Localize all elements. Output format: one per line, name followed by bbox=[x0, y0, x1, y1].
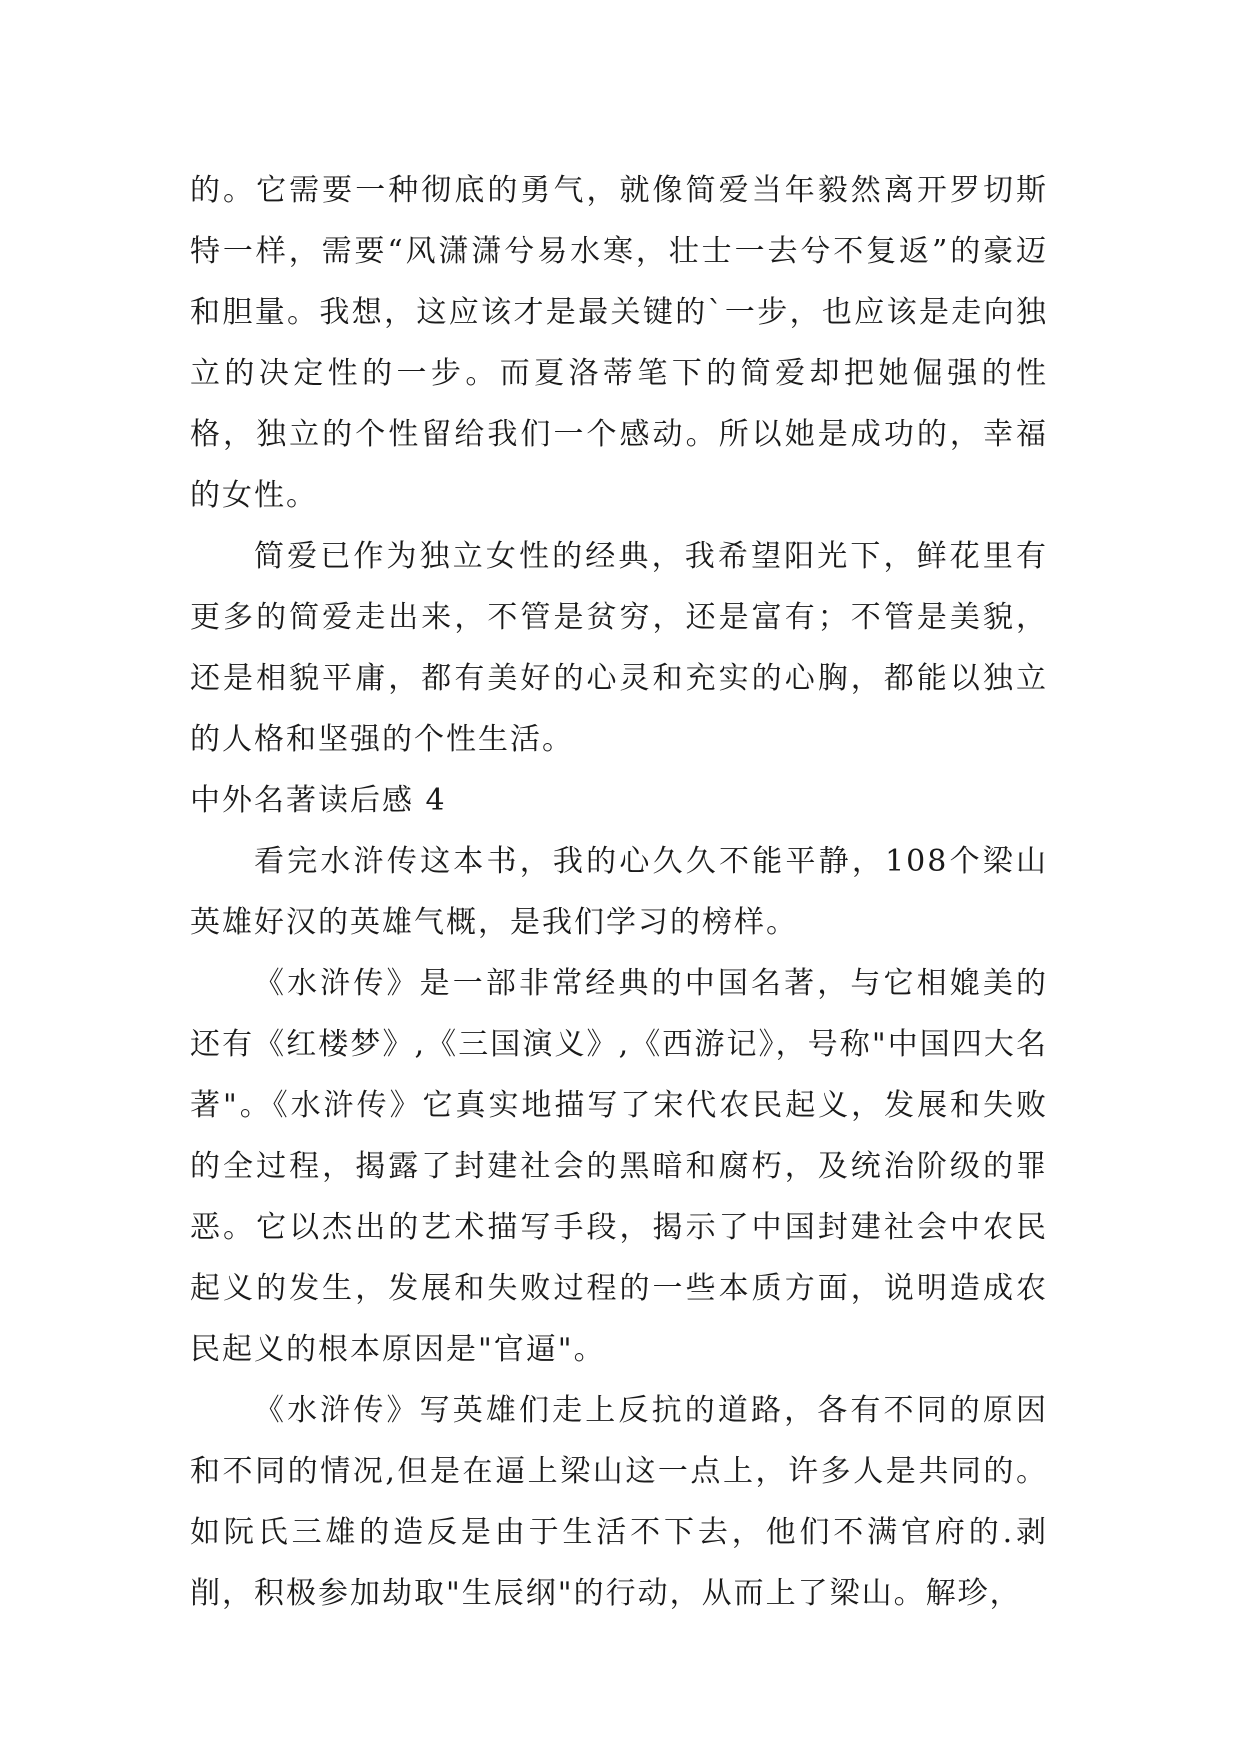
paragraph-water-margin-intro: 看完水浒传这本书，我的心久久不能平静，108个梁山英雄好汉的英雄气概，是我们学习的榜样。 bbox=[190, 844, 1048, 940]
paragraph-water-margin-heroes: 《水浒传》写英雄们走上反抗的道路，各有不同的原因和不同的情况,但是在逼上梁山这一点上，许多人是共同的。如阮氏三雄的造反是由于生活不下去，他们不满官府的.剥削，积极参加劫取"生辰纲"的行动，从而上了梁山。解珍， bbox=[190, 1393, 1048, 1611]
paragraph-water-margin-classic: 《水浒传》是一部非常经典的中国名著，与它相媲美的还有《红楼梦》,《三国演义》,《西游记》，号称"中国四大名著"。《水浒传》它真实地描写了宋代农民起义，发展和失败的全过程，揭露了封建社会的黑暗和腐朽，及统治阶级的罪恶。它以杰出的艺术描写手段，揭示了中国封建社会中农民起义的发生，发展和失败过程的一些本质方面，说明造成农民起义的根本原因是"官逼"。 bbox=[190, 966, 1048, 1367]
paragraph-jane-eyre-hope: 简爱已作为独立女性的经典，我希望阳光下，鲜花里有更多的简爱走出来，不管是贫穷，还是富有；不管是美貌，还是相貌平庸，都有美好的心灵和充实的心胸，都能以独立的人格和坚强的个性生活。 bbox=[190, 539, 1048, 757]
paragraph-continuation: 的。它需要一种彻底的勇气，就像简爱当年毅然离开罗切斯特一样，需要“风潇潇兮易水寒，壮士一去兮不复返”的豪迈和胆量。我想，这应该才是最关键的`一步，也应该是走向独立的决定性的一步。而夏洛蒂笔下的简爱却把她倔强的性格，独立的个性留给我们一个感动。所以她是成功的，幸福的女性。 bbox=[190, 173, 1048, 513]
section-heading: 中外名著读后感 4 bbox=[190, 783, 447, 818]
document-body bbox=[190, 160, 1048, 1624]
